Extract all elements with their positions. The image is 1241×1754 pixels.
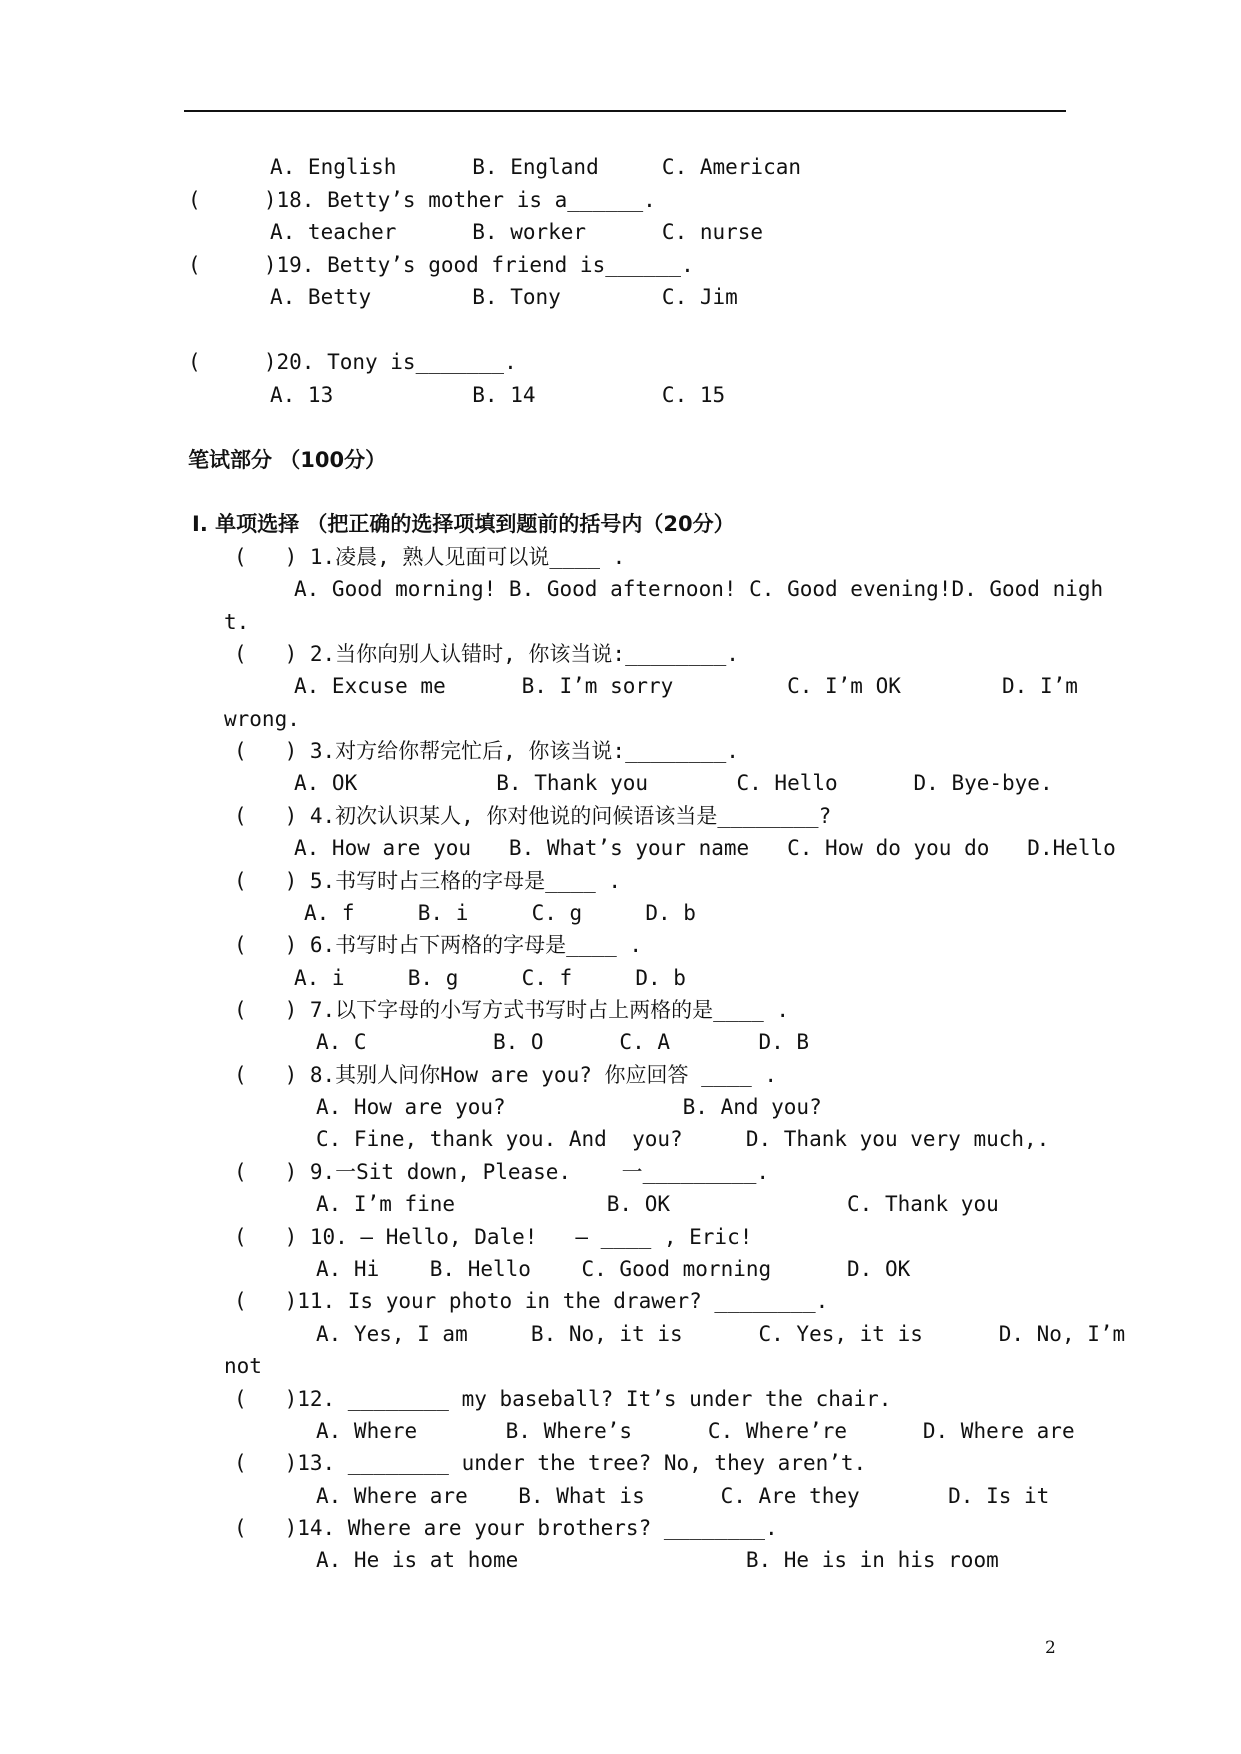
q12-question: ( )12. ________ my baseball? It’s under the chair. (234, 1387, 892, 1411)
q9-question: ( ) 9.一Sit down, Please. 一_________. (234, 1160, 770, 1184)
q13-options: A. Where are B. What is C. Are they D. Is it (316, 1484, 1050, 1508)
q14-question: ( )14. Where are your brothers? ________. (234, 1516, 778, 1540)
q18-options: A. teacher B. worker C. nurse (270, 220, 764, 244)
q11-options: A. Yes, I am B. No, it is C. Yes, it is D. No, I’m (316, 1322, 1126, 1346)
q3-question: ( ) 3.对方给你帮完忙后, 你该当说:________. (234, 739, 739, 763)
q9-options: A. I’m fine B. OK C. Thank you (316, 1192, 999, 1216)
q5-options: A. f B. i C. g D. b (304, 901, 696, 925)
section-title-written: 笔试部分 （100分） (188, 448, 387, 472)
q6-options: A. i B. g C. f D. b (294, 966, 686, 990)
q12-options: A. Where B. Where’s C. Where’re D. Where are (316, 1419, 1075, 1443)
q5-question: ( ) 5.书写时占三格的字母是____ . (234, 869, 622, 893)
q20-options: A. 13 B. 14 C. 15 (270, 383, 726, 407)
q1-options-wrap: t. (224, 610, 250, 634)
q11-options-wrap: not (224, 1354, 262, 1378)
q4-question: ( ) 4.初次认识某人, 你对他说的问候语该当是________? (234, 804, 832, 828)
q4-options: A. How are you B. What’s your name C. How do you do D.Hello (294, 836, 1116, 860)
header-rule (184, 110, 1066, 112)
q14-options: A. He is at home B. He is in his room (316, 1548, 999, 1572)
q2-options: A. Excuse me B. I’m sorry C. I’m OK D. I’m (294, 674, 1078, 698)
q11-question: ( )11. Is your photo in the drawer? ________. (234, 1289, 829, 1313)
q19-options: A. Betty B. Tony C. Jim (270, 285, 738, 309)
q7-options: A. C B. O C. A D. B (316, 1030, 810, 1054)
q3-options: A. OK B. Thank you C. Hello D. Bye-bye. (294, 771, 1053, 795)
q13-question: ( )13. ________ under the tree? No, they aren’t. (234, 1451, 867, 1475)
q1-options: A. Good morning! B. Good afternoon! C. Good evening!D. Good nigh (294, 577, 1104, 601)
q8-options-row1: A. How are you? B. And you? (316, 1095, 822, 1119)
q10-question: ( ) 10. — Hello, Dale! — ____ , Eric! (234, 1225, 753, 1249)
q19-question: ( )19. Betty’s good friend is______. (188, 253, 694, 277)
q10-options: A. Hi B. Hello C. Good morning D. OK (316, 1257, 911, 1281)
q20-question: ( )20. Tony is_______. (188, 350, 517, 374)
q1-question: ( ) 1.凌晨, 熟人见面可以说____ . (234, 545, 626, 569)
page-number: 2 (1045, 1638, 1056, 1658)
q7-question: ( ) 7.以下字母的小写方式书写时占上两格的是____ . (234, 998, 790, 1022)
q8-question: ( ) 8.其别人问你How are you? 你应回答 ____ . (234, 1063, 778, 1087)
section-1-heading: Ⅰ. 单项选择 （把正确的选择项填到题前的括号内（20分） (192, 512, 735, 536)
q2-question: ( ) 2.当你向别人认错时, 你该当说:________. (234, 642, 739, 666)
q17-options: A. English B. England C. American (270, 155, 802, 179)
q6-question: ( ) 6.书写时占下两格的字母是____ . (234, 933, 643, 957)
q18-question: ( )18. Betty’s mother is a______. (188, 188, 656, 212)
q2-options-wrap: wrong. (224, 707, 300, 731)
q8-options-row2: C. Fine, thank you. And you? D. Thank you very much,. (316, 1127, 1050, 1151)
